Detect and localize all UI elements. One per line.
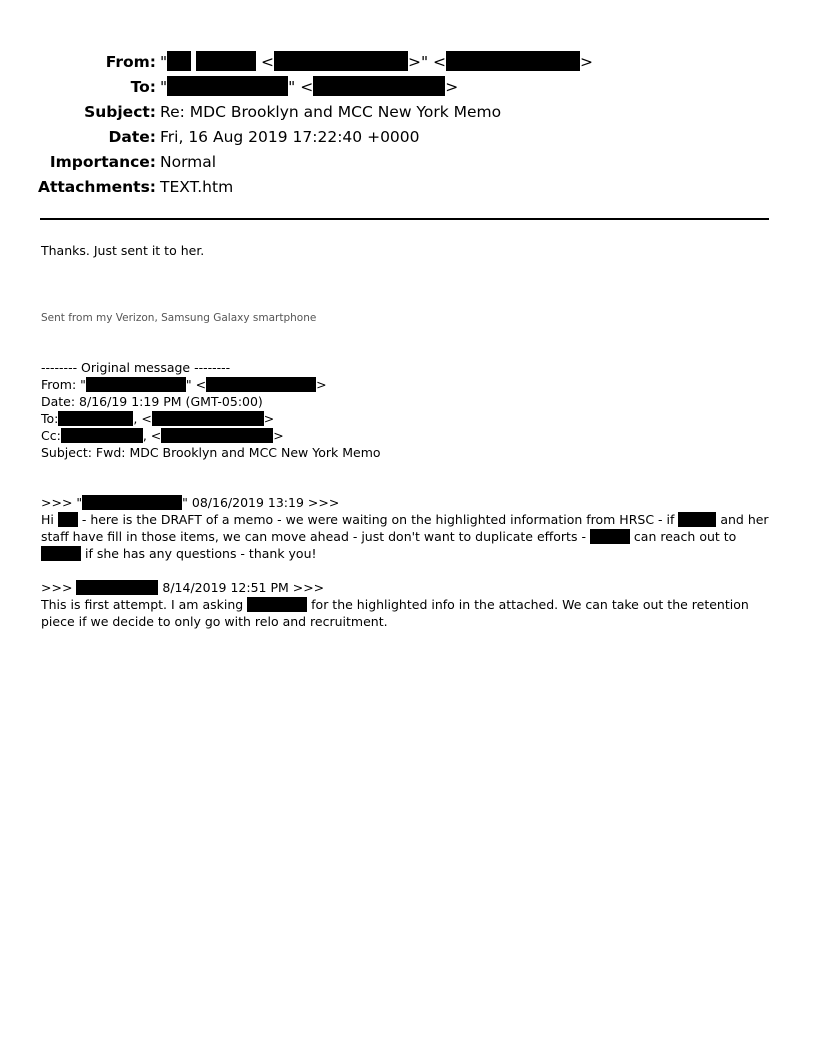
redaction [590,529,630,544]
redaction [274,51,408,71]
redaction [196,51,256,71]
redaction [82,495,182,510]
importance-label: Importance: [49,153,156,171]
to-label: To: [130,78,156,96]
redaction [61,428,81,443]
from-label: From: " [41,377,86,392]
punct: > [445,78,459,96]
subject-label: Subject: [84,103,156,121]
redaction [167,76,288,96]
header-importance-row [0,150,816,174]
original-date: Date: 8/16/19 1:19 PM (GMT-05:00) [41,394,263,409]
forward1-date: " 08/16/2019 13:19 >>> [182,495,340,510]
original-subject: Subject: Fwd: MDC Brooklyn and MCC New York Memo [41,445,381,460]
text: can reach out to [629,529,737,544]
forward1-body [41,511,773,562]
redaction [86,377,186,392]
punct: , < [133,411,152,426]
header-attachments-row [0,175,816,199]
text: and her staff have fill in those items, we can move ahead - just don't want to duplicate efforts - [41,512,769,544]
punct: > [263,411,275,426]
from-label: From: [105,53,156,71]
redaction [446,51,580,71]
header-date-row [0,125,816,149]
redaction [152,411,264,426]
text: Hi [41,512,58,527]
redaction [76,580,158,595]
text: for the highlighted info in the attached. We can take out the retention piece if we decide to only go with relo and recruitment. [41,597,749,629]
header-from-row [0,50,816,74]
redaction [206,377,316,392]
redaction [41,546,81,561]
signature: Sent from my Verizon, Samsung Galaxy smartphone [41,312,317,324]
punct: >>> " [41,495,83,510]
redaction [81,428,143,443]
redaction [167,51,191,71]
attachments-value: TEXT.htm [160,178,234,196]
redaction [78,411,133,426]
original-to [41,410,274,427]
punct: > [580,53,594,71]
punct: > [316,377,327,392]
punct: " < [288,78,314,96]
punct: >" < [408,53,447,71]
punct: " [160,78,168,96]
original-cc [41,427,284,444]
header-subject-row [0,100,816,124]
date-value: Fri, 16 Aug 2019 17:22:40 +0000 [160,128,420,146]
forward1-header [41,494,339,511]
redaction [161,428,273,443]
redaction [313,76,445,96]
punct: , < [142,428,162,443]
original-from [41,376,327,393]
redaction [678,512,716,527]
text: This is first attempt. I am asking [41,597,248,612]
header-divider [40,218,769,220]
redaction [247,597,307,612]
punct: < [261,53,275,71]
forward2-body [41,596,773,630]
punct: " [160,53,168,71]
date-label: Date: [108,128,156,146]
to-value [160,75,458,99]
punct: > [273,428,284,443]
punct: " < [185,377,207,392]
redaction [58,512,78,527]
text: if she has any questions - thank you! [81,546,317,561]
importance-value: Normal [160,153,217,171]
attachments-label: Attachments: [37,178,156,196]
cc-label: Cc: [41,428,61,443]
punct: >>> [41,580,77,595]
text: - here is the DRAFT of a memo - we were waiting on the highlighted information from HRSC - if [77,512,679,527]
header-to-row [0,75,816,99]
from-value [160,50,593,74]
redaction [58,411,78,426]
to-label: To: [41,411,59,426]
subject-value: Re: MDC Brooklyn and MCC New York Memo [160,103,502,121]
forward2-date: 8/14/2019 12:51 PM >>> [158,580,325,595]
reply-text: Thanks. Just sent it to her. [41,243,205,258]
original-divider: -------- Original message -------- [41,360,231,375]
forward2-header [41,579,324,596]
